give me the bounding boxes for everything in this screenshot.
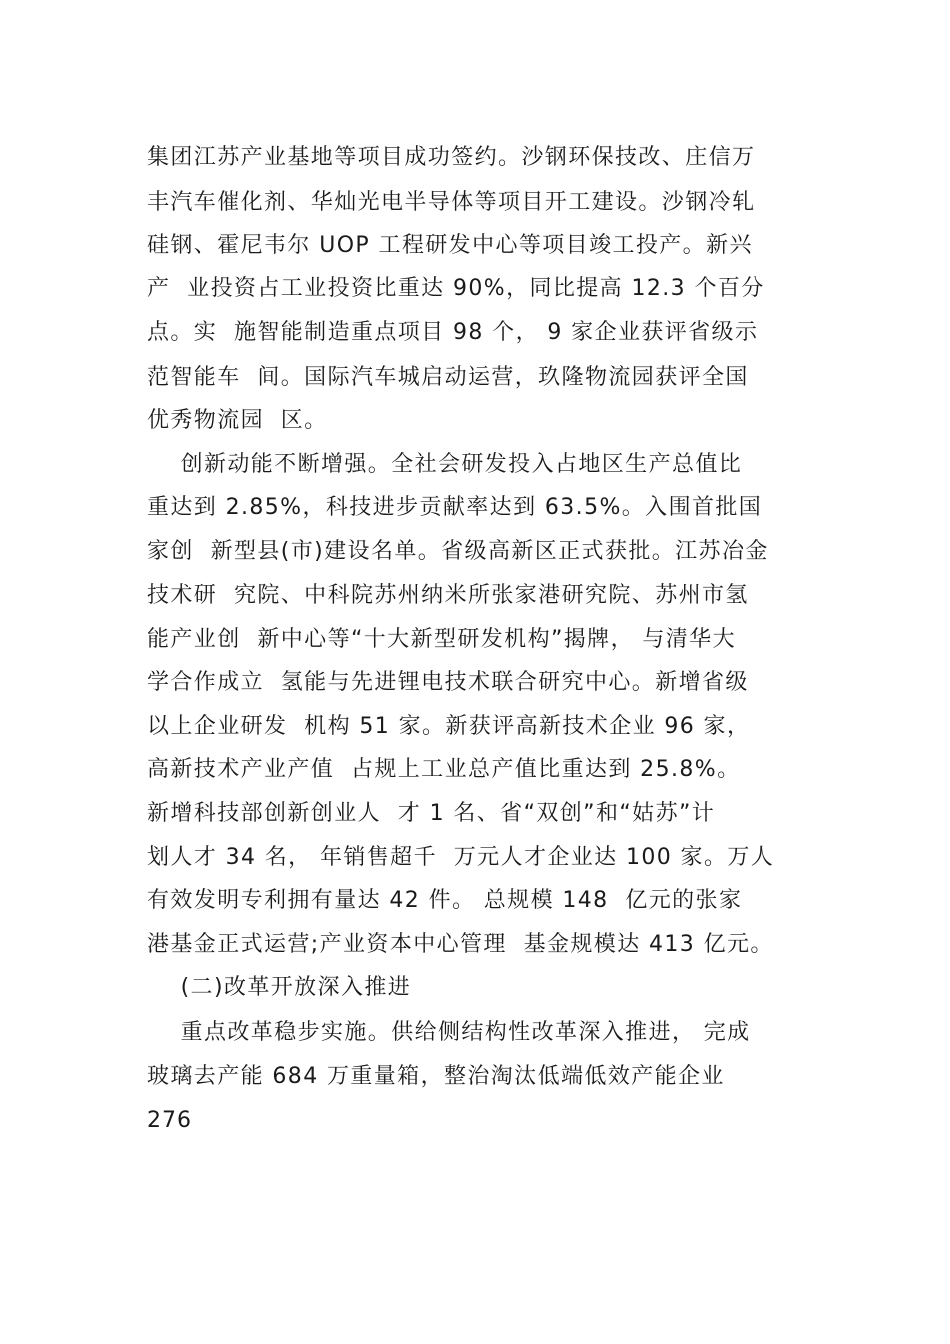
body-text-line: 能产业创 新中心等“十大新型研发机构”揭牌， 与清华大 (147, 627, 736, 652)
body-text-line: 重达到 2.85%，科技进步贡献率达到 63.5%。入围首批国 (147, 495, 763, 520)
body-text-line: 范智能车 间。国际汽车城启动运营，玖隆物流园获评全国 (147, 365, 749, 390)
body-text-line: 重点改革稳步实施。供给侧结构性改革深入推进， 完成 (147, 1020, 751, 1045)
body-text-line: 玻璃去产能 684 万重量箱，整治淘汰低端低效产能企业 (147, 1064, 725, 1089)
body-text-line: 点。实 施智能制造重点项目 98 个， 9 家企业获评省级示 (147, 320, 759, 345)
body-text-line: 硅钢、霍尼韦尔 UOP 工程研发中心等项目竣工投产。新兴 (147, 233, 753, 258)
body-text-line: 高新技术产业产值 占规上工业总产值比重达到 25.8%。 (147, 757, 741, 782)
body-text-line: 学合作成立 氢能与先进锂电技术联合研究中心。新增省级 (147, 670, 749, 695)
body-text-line: 新增科技部创新创业人 才 1 名、省“双创”和“姑苏”计 (147, 801, 716, 826)
body-text-line: 有效发明专利拥有量达 42 件。 总规模 148 亿元的张家 (147, 888, 743, 913)
page-number: 276 (147, 1108, 192, 1133)
body-text-line: 划人才 34 名， 年销售超千 万元人才企业达 100 家。万人 (147, 845, 775, 870)
body-text-line: 创新动能不断增强。全社会研发投入占地区生产总值比 (147, 452, 743, 477)
body-text-line: 丰汽车催化剂、华灿光电半导体等项目开工建设。沙钢冷轧 (147, 190, 756, 215)
body-text-line: 产 业投资占工业投资比重达 90%，同比提高 12.3 个百分 (147, 276, 765, 301)
section-heading: (二)改革开放深入推进 (147, 975, 412, 1000)
body-text-line: 优秀物流园 区。 (147, 408, 328, 433)
body-text-line: 技术研 究院、中科院苏州纳米所张家港研究院、苏州市氢 (147, 583, 749, 608)
body-text-line: 集团江苏产业基地等项目成功签约。沙钢环保技改、庄信万 (147, 145, 756, 170)
body-text-line: 以上企业研发 机构 51 家。新获评高新技术企业 96 家， (147, 714, 751, 739)
body-text-line: 家创 新型县(市)建设名单。省级高新区正式获批。江苏冶金 (147, 539, 769, 564)
body-text-line: 港基金正式运营;产业资本中心管理 基金规模达 413 亿元。 (147, 932, 774, 957)
